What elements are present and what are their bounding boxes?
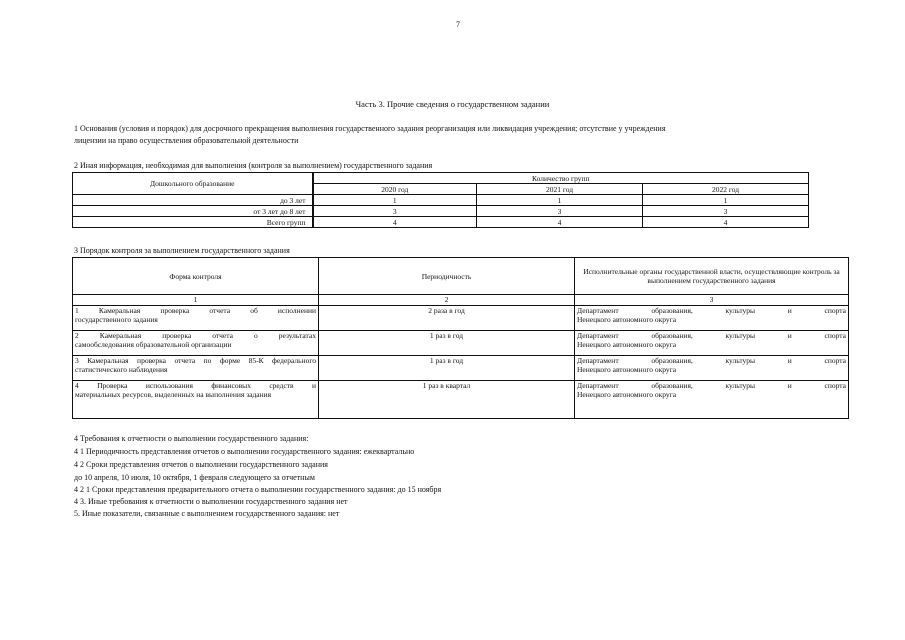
groups-row-label: от 3 лет до 8 лет	[73, 206, 313, 217]
control-period: 1 раз в год	[319, 356, 575, 381]
section1-text-line2: лицензии на право осуществления образовательной деятельности	[74, 136, 299, 145]
groups-row-value: 4	[477, 217, 643, 228]
groups-row-value: 1	[313, 195, 477, 206]
control-organ: Департамент образования, культуры и спорта	[577, 381, 846, 390]
control-form-cont: самообследования образовательной организации	[75, 340, 232, 349]
control-table	[72, 257, 849, 419]
groups-row-value: 3	[643, 206, 809, 217]
table-row	[73, 381, 849, 419]
section3-title: 3 Порядок контроля за выполнением государственного задания	[74, 246, 290, 255]
control-period: 1 раз в год	[319, 331, 575, 356]
control-form: 4 Проверка использования финансовых средств и	[75, 381, 316, 390]
control-form-cont: материальных ресурсов, выделенных на выполнения задания	[75, 390, 272, 399]
control-organ: Департамент образования, культуры и спорта	[577, 306, 846, 315]
page-number: 7	[456, 20, 460, 29]
reporting-line: до 10 апреля, 10 июля, 10 октября, 1 февраля следующего за отчетным	[74, 473, 315, 482]
groups-table	[72, 172, 809, 228]
groups-row-value: 4	[313, 217, 477, 228]
groups-table-header-count: Количество групп	[313, 173, 809, 184]
groups-table-header-education: Дошкольного образование	[73, 173, 313, 195]
groups-table-year: 2022 год	[643, 184, 809, 195]
table-row	[73, 195, 809, 206]
groups-row-label: Всего групп	[73, 217, 313, 228]
control-table-header-organ: Исполнительные органы государственной власти, осуществляющие контроль за выполнением государственного задания	[575, 258, 849, 295]
control-table-index: 1	[73, 295, 319, 306]
part-title: Часть 3. Прочие сведения о государственном задании	[355, 99, 550, 109]
section2-title: 2 Иная информация, необходимая для выполнения (контроля за выполнением) государственного задания	[74, 161, 433, 170]
table-row	[73, 306, 849, 331]
reporting-line: 4 Требования к отчетности о выполнении государственного задания:	[74, 434, 309, 443]
control-period: 1 раз в квартал	[319, 381, 575, 419]
reporting-line: 4 2 1 Сроки представления предварительного отчета о выполнении государственного задания: до 15 ноября	[74, 485, 442, 494]
section1-text-line1: 1 Основания (условия и порядок) для досрочного прекращения выполнения государственного задания реорганизация или ликвидация учреждения; отсутствие у учреждения	[74, 124, 666, 133]
control-table-index: 3	[575, 295, 849, 306]
groups-table-year: 2020 год	[313, 184, 477, 195]
control-organ-cont: Ненецкого автономного округа	[577, 315, 677, 324]
table-row	[73, 217, 809, 228]
control-form: 2 Камеральная проверка отчета о результатах	[75, 331, 316, 340]
groups-row-value: 3	[313, 206, 477, 217]
table-row	[73, 206, 809, 217]
control-table-header-form: Форма контроля	[73, 258, 319, 295]
groups-row-label: до 3 лет	[73, 195, 313, 206]
control-period: 2 раза в год	[319, 306, 575, 331]
groups-row-value: 4	[643, 217, 809, 228]
control-form: 1 Камеральная проверка отчета об исполнении	[75, 306, 316, 315]
reporting-line: 5. Иные показатели, связанные с выполнением государственного задания: нет	[74, 509, 340, 518]
reporting-line: 4 1 Периодичность представления отчетов о выполнении государственного задания: ежеквартально	[74, 447, 415, 456]
control-organ-cont: Ненецкого автономного округа	[577, 365, 677, 374]
table-row	[73, 356, 849, 381]
control-organ: Департамент образования, культуры и спорта	[577, 356, 846, 365]
control-table-header-period: Периодичность	[319, 258, 575, 295]
reporting-line: 4 3. Иные требования к отчетности о выполнении государственного задания нет	[74, 497, 348, 506]
control-organ-cont: Ненецкого автономного округа	[577, 340, 677, 349]
control-organ-cont: Ненецкого автономного округа	[577, 390, 677, 399]
control-form-cont: статистического наблюдения	[75, 365, 168, 374]
control-organ: Департамент образования, культуры и спорта	[577, 331, 846, 340]
table-row	[73, 331, 849, 356]
groups-row-value: 1	[477, 195, 643, 206]
reporting-line: 4 2 Сроки представления отчетов о выполнении государственного задания	[74, 460, 328, 469]
groups-table-year: 2021 год	[477, 184, 643, 195]
groups-row-value: 1	[643, 195, 809, 206]
control-table-index: 2	[319, 295, 575, 306]
groups-row-value: 3	[477, 206, 643, 217]
control-form-cont: государственного задания	[75, 315, 158, 324]
control-form: 3 Камеральная проверка отчета по форме 85-К федерального	[75, 356, 316, 365]
